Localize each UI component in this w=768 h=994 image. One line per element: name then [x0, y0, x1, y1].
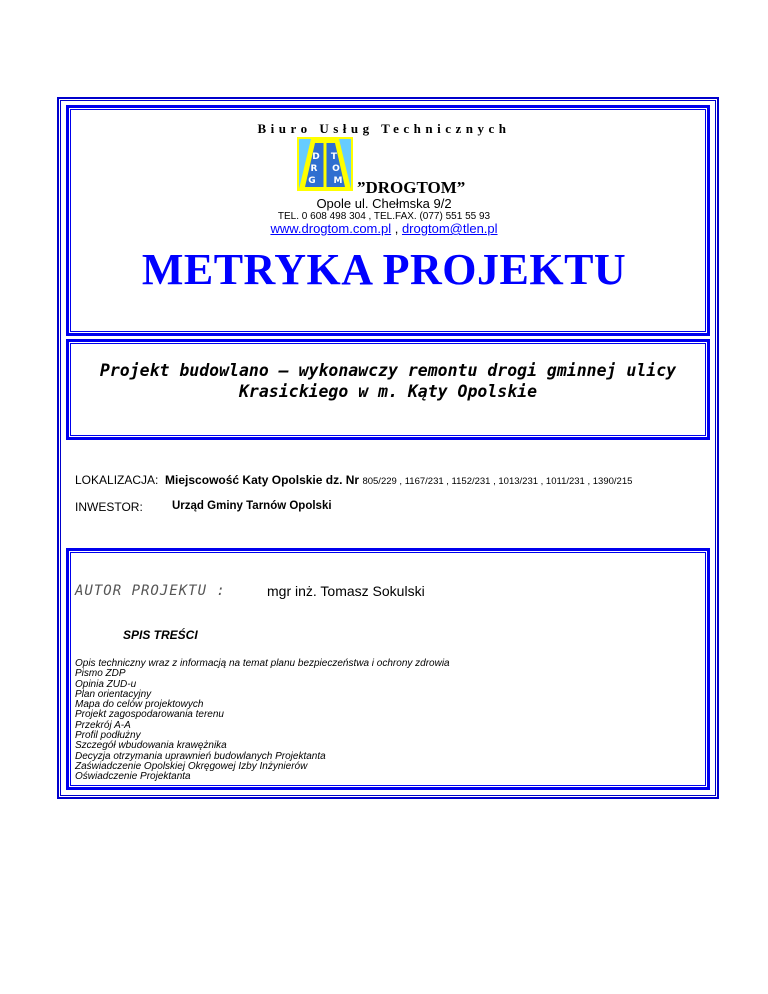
author-label: AUTOR PROJEKTU : [75, 583, 226, 599]
toc-item: Projekt zagospodarowania terenu [75, 709, 224, 721]
toc-item: Opis techniczny wraz z informacją na temat planu bezpieczeństwa i ochrony zdrowia [75, 658, 450, 669]
toc-item: Oświadczenie Projektanta [75, 771, 191, 783]
toc-item: Pismo ZDP [75, 668, 126, 680]
location-value: Miejscowość Katy Opolskie dz. Nr [165, 473, 360, 487]
toc-item: Szczegół wbudowania krawężnika [75, 740, 227, 752]
toc-heading: SPIS TREŚCI [123, 628, 198, 642]
logo-letter: D [312, 152, 320, 162]
logo-letter: O [332, 164, 340, 174]
company-title: Biuro Usług Technicznych [257, 121, 511, 136]
document-title: METRYKA PROJEKTU [141, 245, 627, 294]
toc-list [75, 659, 450, 783]
project-title-line-1: Projekt budowlano – wykonawczy remontu drogi gminnej ulicy [99, 361, 677, 380]
location-plots: 805/229 , 1167/231 , 1152/231 , 1013/231 , 1011/231 , 1390/215 [362, 476, 633, 487]
toc-item: Opinia ZUD-u [75, 678, 137, 690]
author-value: mgr inż. Tomasz Sokulski [267, 583, 425, 599]
logo-letter: R [310, 164, 318, 174]
road-highway-icon [297, 137, 353, 191]
toc-item: Zaświadczenie Opolskiej Okręgowej Izby Inżynierów [75, 760, 308, 772]
project-title [66, 360, 710, 402]
contact-separator: , [391, 221, 402, 236]
location-section [66, 443, 710, 545]
company-phone: TEL. 0 608 498 304 , TEL.FAX. (077) 551 55 93 [277, 211, 491, 222]
website-link[interactable]: www.drogtom.com.pl [270, 221, 392, 236]
company-address: Opole ul. Chełmska 9/2 [316, 196, 452, 211]
toc-item: Decyzja otrzymania uprawnień budowlanych Projektanta [75, 750, 326, 762]
company-name: ”DROGTOM” [357, 178, 466, 197]
investor-label: INWESTOR: [75, 500, 143, 514]
toc-item: Mapa do celów projektowych [75, 699, 204, 711]
logo-letter: G [308, 176, 316, 186]
toc-item: Przekrój A-A [75, 719, 131, 731]
toc-item: Plan orientacyjny [75, 688, 152, 700]
investor-value: Urząd Gminy Tarnów Opolski [172, 500, 332, 512]
contact-line [0, 221, 768, 236]
location-row [75, 473, 632, 487]
location-label: LOKALIZACJA: [75, 473, 159, 487]
email-link[interactable]: drogtom@tlen.pl [401, 221, 498, 236]
project-title-line-2: Krasickiego w m. Kąty Opolskie [238, 382, 537, 401]
logo-letter: T [330, 152, 338, 162]
toc-item: Profil podłużny [75, 730, 141, 742]
logo-letter: M [333, 176, 343, 186]
